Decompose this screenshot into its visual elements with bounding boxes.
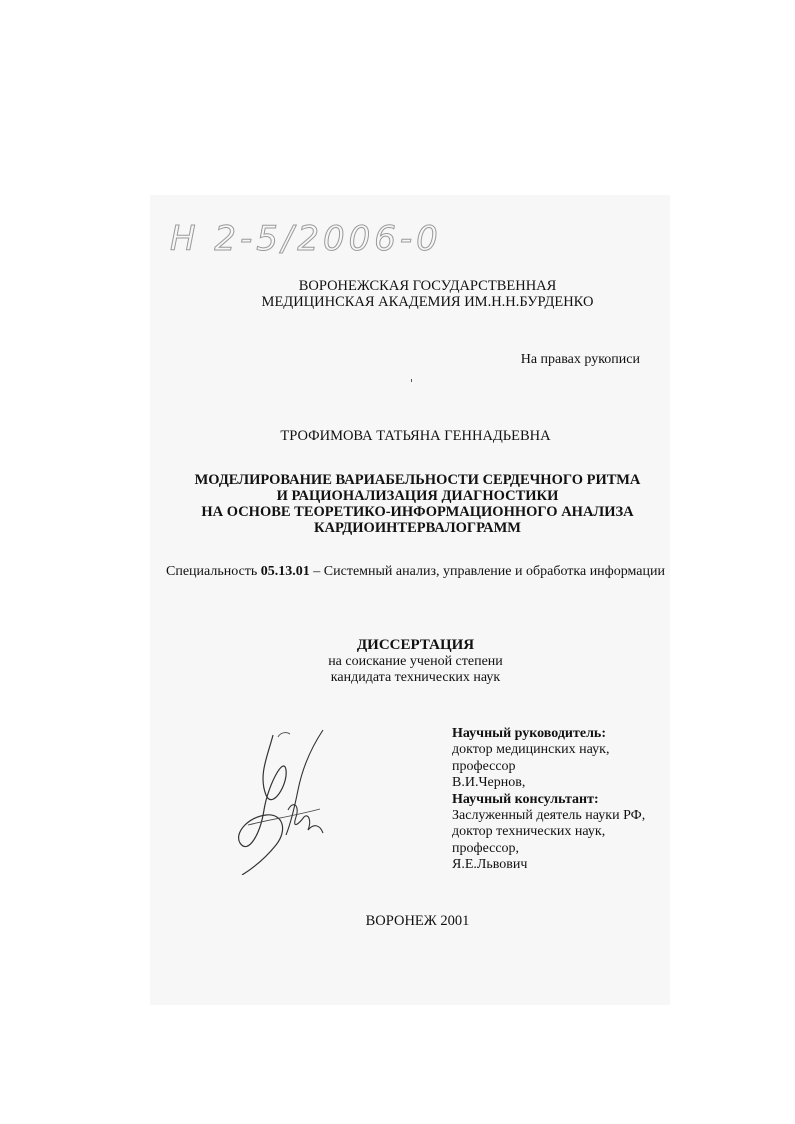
advisors-block [452, 726, 662, 874]
scan-background [150, 195, 670, 1005]
specialty-line [18, 564, 795, 580]
dissertation-heading: ДИССЕРТАЦИЯ [356, 637, 475, 653]
institution-name [30, 278, 795, 310]
specialty-description: – Системный анализ, управление и обработка информации [309, 564, 665, 579]
consultant-rank: профессор, [452, 840, 520, 856]
handwritten-signature [228, 725, 338, 875]
title-line-4: КАРДИОИНТЕРВАЛОГРАММ [314, 520, 521, 536]
specialty-prefix: Специальность [166, 564, 261, 579]
supervisor-name: В.И.Чернов, [452, 775, 526, 791]
author-name: ТРОФИМОВА ТАТЬЯНА ГЕННАДЬЕВНА [280, 428, 551, 444]
supervisor-rank: профессор [452, 758, 516, 774]
title-line-1: МОДЕЛИРОВАНИЕ ВАРИАБЕЛЬНОСТИ СЕРДЕЧНОГО РИТМА [194, 472, 641, 488]
title-line-3: НА ОСНОВЕ ТЕОРЕТИКО-ИНФОРМАЦИОННОГО АНАЛИЗА [201, 504, 634, 520]
supervisor-label: Научный руководитель: [452, 726, 606, 741]
handwritten-stamp [165, 205, 485, 265]
consultant-label: Научный консультант: [452, 791, 599, 807]
institution-line-1: ВОРОНЕЖСКАЯ ГОСУДАРСТВЕННАЯ [298, 278, 557, 294]
degree-line-2: кандидата технических наук [330, 670, 501, 685]
stamp-text: Н 2-5/2006-0 [170, 219, 442, 259]
consultant-degree: доктор технических наук, [452, 824, 606, 840]
institution-line-2: МЕДИЦИНСКАЯ АКАДЕМИЯ ИМ.Н.Н.БУРДЕНКО [261, 294, 594, 310]
manuscript-rights-note: На правах рукописи [520, 352, 640, 367]
title-line-2: И РАЦИОНАЛИЗАЦИЯ ДИАГНОСТИКИ [276, 488, 559, 504]
supervisor-degree: доктор медицинских наук, [452, 742, 610, 758]
dissertation-degree [18, 654, 795, 686]
scan-dot [411, 379, 412, 382]
specialty-code: 05.13.01 [260, 564, 310, 579]
thesis-title [20, 472, 795, 536]
consultant-title: Заслуженный деятель науки РФ, [452, 808, 646, 824]
city-year: ВОРОНЕЖ 2001 [365, 913, 470, 929]
degree-line-1: на соискание ученой степени [328, 654, 503, 669]
consultant-name: Я.Е.Львович [452, 857, 528, 873]
